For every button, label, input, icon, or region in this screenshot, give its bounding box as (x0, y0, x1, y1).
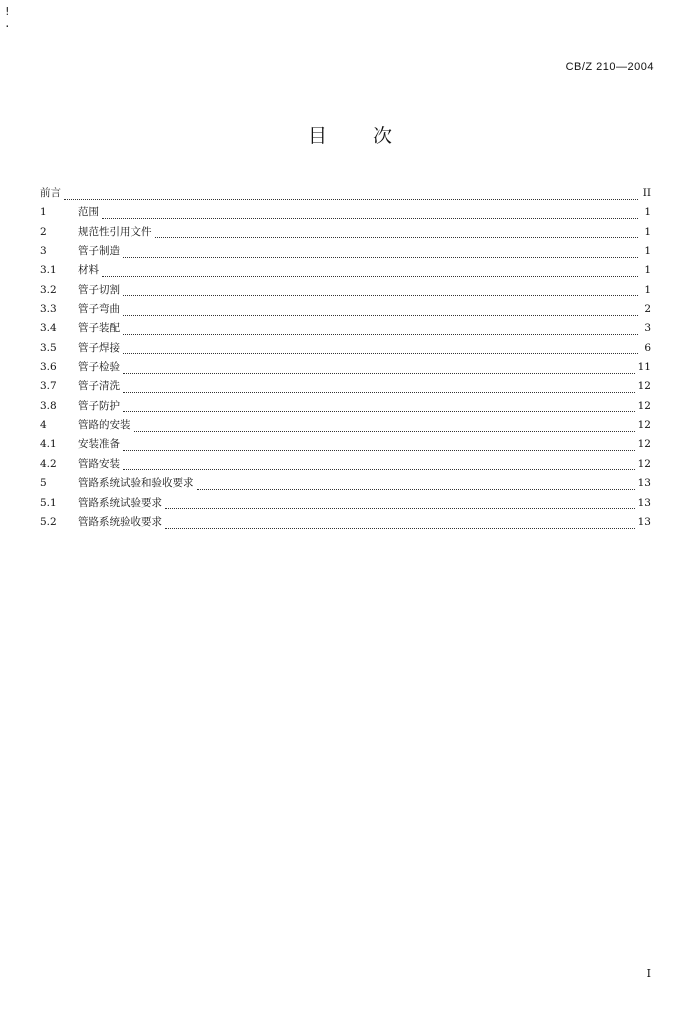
toc-entry-number: 3.1 (40, 264, 57, 277)
toc-entry-number: 3.5 (40, 341, 57, 354)
toc-entry-page: 3 (644, 322, 651, 335)
toc-entry[interactable] (40, 242, 651, 261)
toc-entry[interactable] (40, 300, 651, 319)
toc-entry[interactable] (40, 339, 651, 358)
toc-entry-label: 管路的安装 (78, 419, 131, 432)
toc-entry-number: 3 (40, 245, 47, 258)
toc-entry-label: 规范性引用文件 (78, 225, 152, 238)
toc-entry[interactable] (40, 397, 651, 416)
toc-entry-number: 1 (40, 206, 47, 219)
toc-entry[interactable] (40, 435, 651, 454)
toc-entry-page: II (642, 187, 651, 199)
toc-leader-dots (123, 314, 638, 316)
toc-entry-label: 管路系统试验要求 (78, 496, 162, 509)
toc-entry-page: 1 (644, 283, 651, 296)
toc-leader-dots (123, 352, 638, 354)
toc-entry[interactable] (40, 416, 651, 435)
toc-entry-page: 12 (637, 457, 651, 470)
toc-leader-dots (123, 449, 635, 451)
toc-leader-dots (123, 294, 638, 296)
toc-entry-number: 3.6 (40, 361, 57, 374)
toc-entry-number: 4 (40, 419, 47, 432)
toc-entry-label: 管路系统验收要求 (78, 515, 162, 528)
toc-entry-label: 管路安装 (78, 457, 120, 470)
toc-entry-page: 11 (637, 361, 651, 374)
table-of-contents (40, 184, 651, 532)
toc-entry-label: 前言 (40, 187, 61, 199)
toc-entry-label: 管子弯曲 (78, 303, 120, 316)
toc-entry-label: 材料 (78, 264, 99, 277)
toc-entry-number: 2 (40, 225, 47, 238)
toc-entry[interactable] (40, 377, 651, 396)
toc-leader-dots (64, 198, 638, 200)
toc-entry[interactable] (40, 281, 651, 300)
document-code: CB/Z 210—2004 (565, 61, 654, 73)
toc-entry-page: 12 (637, 438, 651, 451)
toc-entry[interactable] (40, 261, 651, 280)
corner-mark: ! . (4, 5, 11, 30)
toc-entry-page: 12 (637, 399, 651, 412)
toc-entry-page: 13 (637, 477, 651, 490)
toc-entry-label: 范围 (78, 206, 99, 219)
toc-entry-number: 5 (40, 477, 47, 490)
page-title: 目 次 (307, 125, 413, 147)
toc-entry-label: 管路系统试验和验收要求 (78, 477, 194, 490)
toc-entry-number: 3.4 (40, 322, 57, 335)
toc-entry-page: 1 (644, 225, 651, 238)
toc-entry-page: 1 (644, 245, 651, 258)
toc-entry-number: 4.2 (40, 457, 57, 470)
toc-entry-page: 2 (644, 303, 651, 316)
toc-entry[interactable] (40, 223, 651, 242)
toc-entry-label: 管子防护 (78, 399, 120, 412)
toc-leader-dots (165, 527, 635, 529)
toc-leader-dots (197, 488, 635, 490)
toc-entry-number: 3.7 (40, 380, 57, 393)
toc-entry[interactable] (40, 203, 651, 222)
toc-entry-page: 12 (637, 380, 651, 393)
toc-leader-dots (102, 217, 638, 219)
toc-entry-number: 3.3 (40, 303, 57, 316)
toc-leader-dots (165, 507, 635, 509)
toc-entry-page: 13 (637, 496, 651, 509)
toc-entry-page: 13 (637, 515, 651, 528)
toc-entry-number: 3.8 (40, 399, 57, 412)
toc-entry-number: 3.2 (40, 283, 57, 296)
toc-leader-dots (123, 410, 635, 412)
toc-entry-label: 管子清洗 (78, 380, 120, 393)
toc-entry-label: 管子装配 (78, 322, 120, 335)
toc-entry-page: 6 (644, 341, 651, 354)
toc-leader-dots (102, 275, 638, 277)
toc-entry-label: 安装准备 (78, 438, 120, 451)
toc-entry-number: 5.2 (40, 515, 57, 528)
toc-entry-page: 1 (644, 264, 651, 277)
toc-leader-dots (123, 256, 638, 258)
toc-entry-number: 5.1 (40, 496, 57, 509)
toc-leader-dots (155, 236, 639, 238)
toc-entry-page: 12 (637, 419, 651, 432)
page-number: I (646, 967, 651, 980)
toc-entry[interactable] (40, 494, 651, 513)
toc-leader-dots (123, 391, 635, 393)
toc-entry-page: 1 (644, 206, 651, 219)
toc-leader-dots (123, 468, 635, 470)
toc-entry[interactable] (40, 358, 651, 377)
toc-entry[interactable] (40, 474, 651, 493)
toc-leader-dots (134, 430, 635, 432)
toc-entry[interactable] (40, 319, 651, 338)
toc-leader-dots (123, 333, 638, 335)
toc-entry[interactable] (40, 513, 651, 532)
toc-entry-label: 管子焊接 (78, 341, 120, 354)
toc-entry-label: 管子制造 (78, 245, 120, 258)
toc-entry[interactable] (40, 455, 651, 474)
toc-entry-label: 管子切割 (78, 283, 120, 296)
toc-entry-label: 管子检验 (78, 361, 120, 374)
toc-entry-number: 4.1 (40, 438, 57, 451)
toc-leader-dots (123, 372, 635, 374)
toc-entry[interactable] (40, 184, 651, 203)
